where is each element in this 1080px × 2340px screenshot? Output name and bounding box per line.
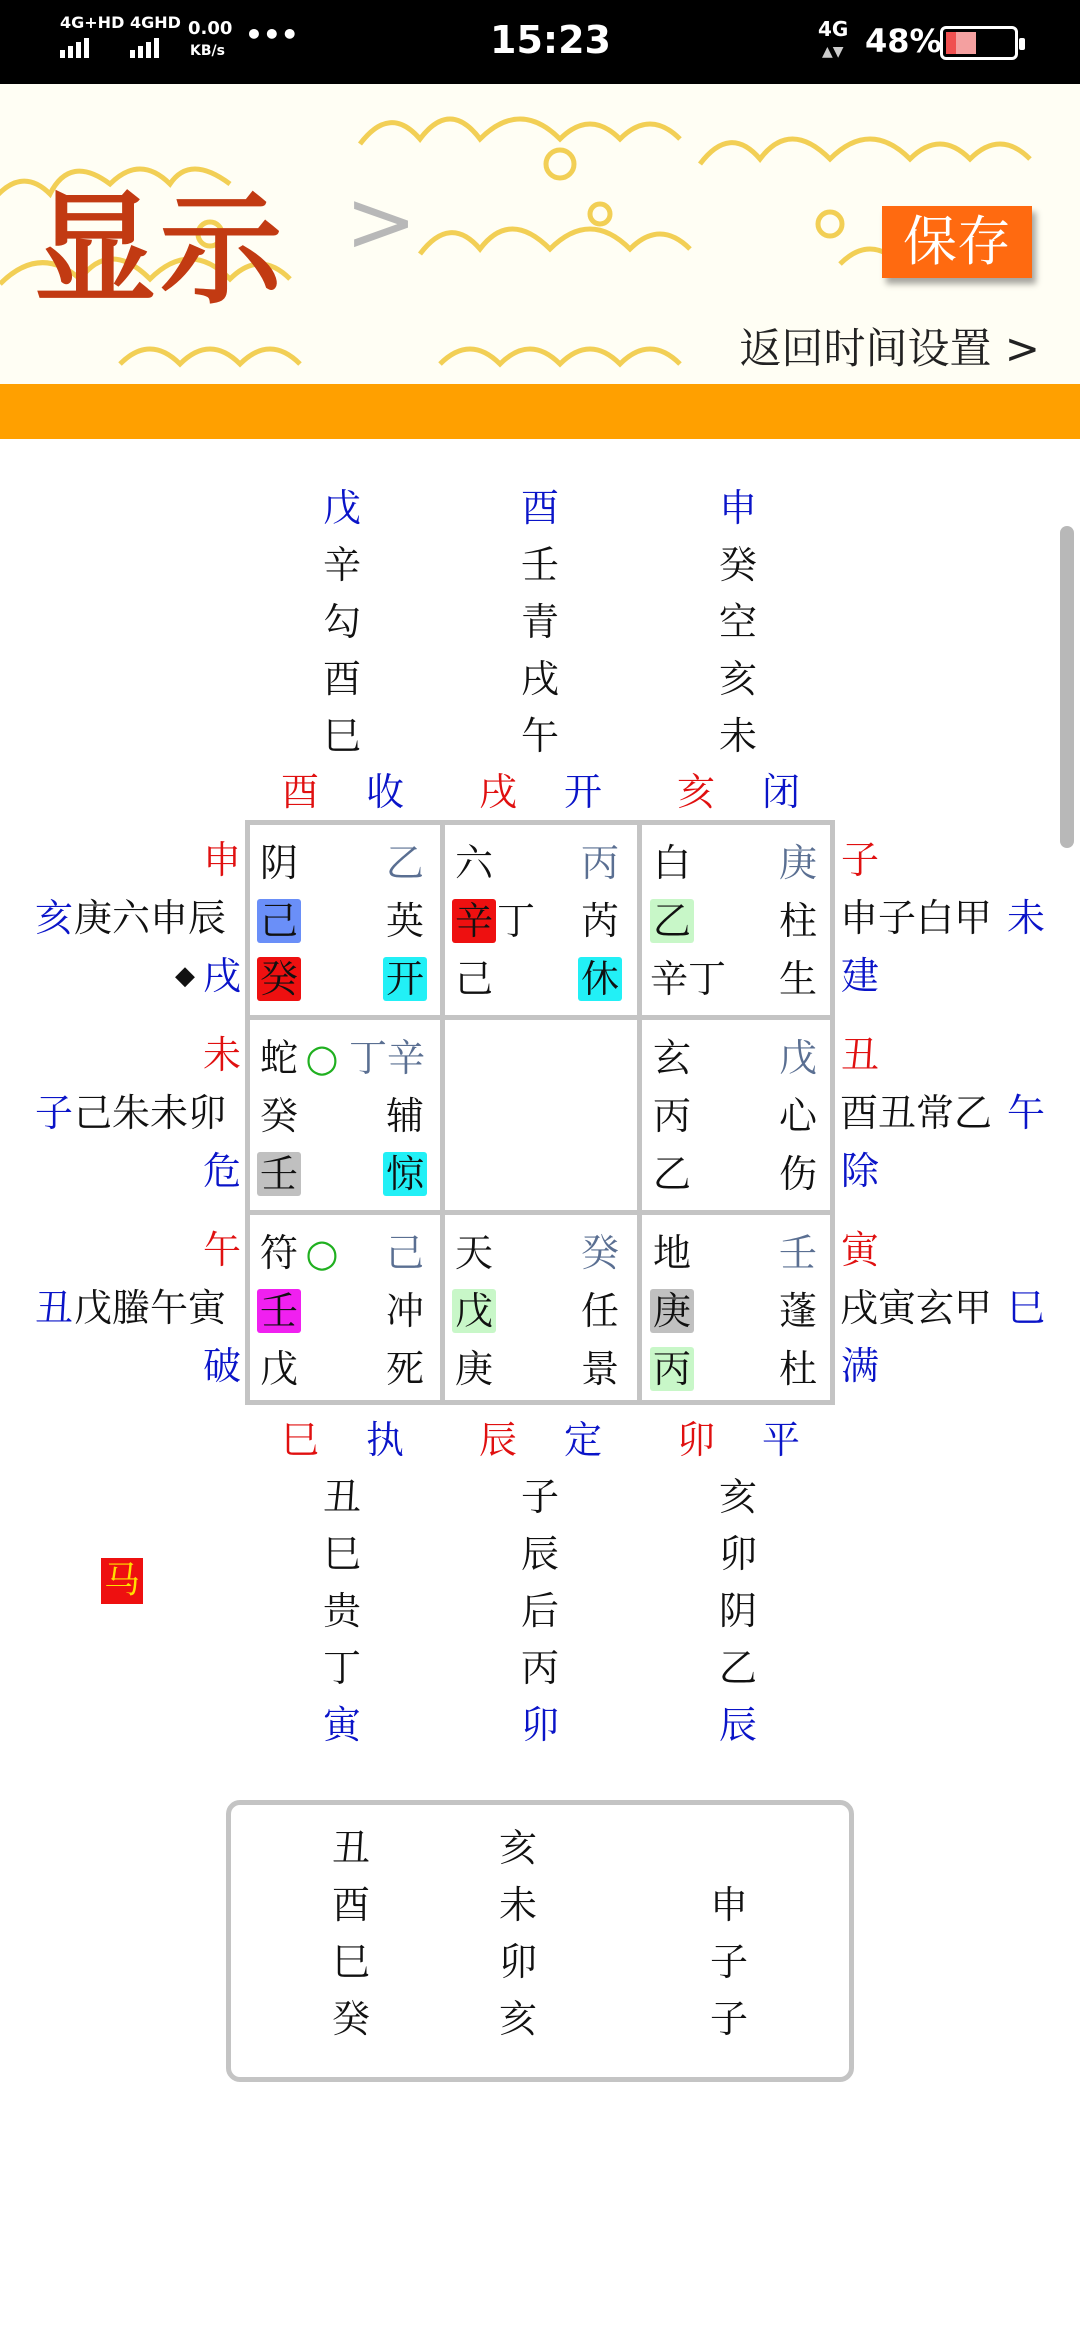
header-banner xyxy=(0,84,1080,384)
bottom-col1-item: 巳 xyxy=(322,1532,361,1576)
cell-r1c2-earth2: 丁 xyxy=(496,899,535,943)
cell-r1c2-stem: 丙 xyxy=(580,841,619,885)
cell-r3c1-deity: 符 xyxy=(259,1231,298,1275)
cell-r3c1-star: 冲 xyxy=(385,1289,424,1333)
status-bar xyxy=(0,0,1080,84)
top-col1-item: 巳 xyxy=(322,714,361,758)
right-info-2: 酉丑常乙 xyxy=(840,1091,993,1135)
cell-r3c3-door: 杜 xyxy=(778,1347,817,1391)
cell-r3c3-stem: 壬 xyxy=(778,1231,817,1275)
left-branch-3: 午 xyxy=(202,1228,241,1272)
bottom-branch-label: 辰 xyxy=(478,1418,517,1462)
right-suffix-1: 未 xyxy=(1006,896,1045,940)
bottom-col1-item: 寅 xyxy=(322,1703,361,1747)
bottom-branch-label: 巳 xyxy=(280,1418,319,1462)
network-type: 4G xyxy=(818,17,849,41)
top-col2-item: 午 xyxy=(520,714,559,758)
left-officer-2: 危 xyxy=(202,1149,241,1193)
chevron-right-icon[interactable]: > xyxy=(345,172,418,272)
right-officer-3: 满 xyxy=(840,1344,879,1388)
bottom-col3-item: 辰 xyxy=(718,1703,757,1747)
box-col3-item: 申 xyxy=(709,1883,748,1927)
cell-r1c3-hidden: 辛丁 xyxy=(650,957,727,1001)
bottom-officer-label: 定 xyxy=(563,1418,602,1462)
right-info-3: 戌寅玄甲 xyxy=(840,1286,993,1330)
top-col1-item: 酉 xyxy=(322,657,361,701)
cell-r1c1-deity: 阴 xyxy=(259,841,298,885)
battery-percent: 48% xyxy=(865,22,942,60)
cell-r3c1-circle-icon: ○ xyxy=(305,1231,339,1275)
net-speed-unit: KB/s xyxy=(190,43,225,59)
box-col2-item: 未 xyxy=(498,1883,537,1927)
top-col2-item: 青 xyxy=(520,600,559,644)
bottom-branch-label: 卯 xyxy=(676,1418,715,1462)
cell-r2c3-earth: 丙 xyxy=(652,1094,691,1138)
left-prefix-3: 丑 xyxy=(34,1286,73,1330)
cell-r2c3-stem: 戊 xyxy=(778,1036,817,1080)
top-col2-item: 戌 xyxy=(520,657,559,701)
bottom-col2-item: 卯 xyxy=(520,1703,559,1747)
data-arrows-icon: ▲▼ xyxy=(822,44,844,60)
page-title: 显示 xyxy=(34,179,286,321)
box-col2-item: 亥 xyxy=(498,1826,537,1870)
clock: 15:23 xyxy=(490,18,611,62)
right-suffix-2: 午 xyxy=(1006,1091,1045,1135)
palace-grid xyxy=(245,820,835,1405)
cell-r3c1-earth: 壬 xyxy=(257,1289,301,1333)
cell-r2c3-star: 心 xyxy=(778,1094,817,1138)
left-branch-1: 申 xyxy=(202,838,241,882)
left-officer-1: 戌 xyxy=(202,954,241,998)
cell-r3c3-star: 蓬 xyxy=(778,1289,817,1333)
cell-r1c2-deity: 六 xyxy=(454,841,493,885)
top-officer-label: 闭 xyxy=(761,770,800,814)
top-officer-label: 收 xyxy=(365,770,404,814)
cell-r1c3-star: 柱 xyxy=(778,899,817,943)
bottom-col2-item: 后 xyxy=(520,1589,559,1633)
bottom-col3-item: 乙 xyxy=(718,1646,757,1690)
bottom-col1-item: 丁 xyxy=(322,1646,361,1690)
box-col3-item: 子 xyxy=(709,1997,748,2041)
top-officer-label: 开 xyxy=(563,770,602,814)
box-col3-item: 子 xyxy=(709,1940,748,1984)
box-col2-item: 亥 xyxy=(498,1997,537,2041)
back-to-time-settings-link[interactable]: 返回时间设置 > xyxy=(739,324,1040,373)
cell-r3c2-earth: 戊 xyxy=(452,1289,496,1333)
cell-r1c3-door: 生 xyxy=(778,957,817,1001)
left-branch-2: 未 xyxy=(202,1033,241,1077)
more-icon: ••• xyxy=(245,18,299,51)
scrollbar[interactable] xyxy=(1060,526,1074,848)
bottom-col1-item: 贵 xyxy=(322,1589,361,1633)
cell-r1c1-earth: 己 xyxy=(257,899,301,943)
signal-label-2: 4GHD xyxy=(130,13,181,32)
signal-bars-2-icon xyxy=(130,36,159,58)
bottom-col3-item: 阴 xyxy=(718,1589,757,1633)
top-col1-item: 辛 xyxy=(322,543,361,587)
signal-bars-1-icon xyxy=(60,36,89,58)
summary-box xyxy=(226,1800,854,2082)
bottom-col2-item: 辰 xyxy=(520,1532,559,1576)
cell-r2c3-deity: 玄 xyxy=(652,1036,691,1080)
save-button[interactable]: 保存 xyxy=(882,206,1032,278)
cell-r1c2-door: 休 xyxy=(578,957,622,1001)
bottom-col2-item: 子 xyxy=(520,1475,559,1519)
cell-r3c3-deity: 地 xyxy=(652,1231,691,1275)
top-col2-item: 酉 xyxy=(520,486,559,530)
top-col2-item: 壬 xyxy=(520,543,559,587)
left-info-1: 庚六申辰 xyxy=(74,896,227,940)
left-prefix-2: 子 xyxy=(34,1091,73,1135)
bottom-col2-item: 丙 xyxy=(520,1646,559,1690)
net-speed: 0.00 xyxy=(188,18,233,39)
cell-r1c2-earth: 辛 xyxy=(452,899,496,943)
cell-r1c3-earth: 乙 xyxy=(650,899,694,943)
top-branch-label: 戌 xyxy=(478,770,517,814)
orange-divider xyxy=(0,384,1080,439)
cell-r2c1-door: 惊 xyxy=(383,1152,427,1196)
top-col1-item: 戊 xyxy=(322,486,361,530)
cell-r2c1-deity: 蛇 xyxy=(259,1036,298,1080)
top-col1-item: 勾 xyxy=(322,600,361,644)
top-col3-item: 癸 xyxy=(718,543,757,587)
cell-r2c1-stem: 丁辛 xyxy=(348,1036,425,1080)
left-officer-3: 破 xyxy=(202,1344,241,1388)
cell-r1c1-door: 开 xyxy=(383,957,427,1001)
right-branch-1: 子 xyxy=(840,838,879,882)
top-col3-item: 亥 xyxy=(718,657,757,701)
cell-r3c1-hidden: 戊 xyxy=(259,1347,298,1391)
right-branch-3: 寅 xyxy=(840,1228,879,1272)
cell-r2c1-star: 辅 xyxy=(385,1094,424,1138)
cell-r2c1-hidden: 壬 xyxy=(257,1152,301,1196)
box-col1-item: 癸 xyxy=(331,1997,370,2041)
top-col3-item: 空 xyxy=(718,600,757,644)
battery-icon xyxy=(940,26,1018,60)
cell-r3c3-hidden: 丙 xyxy=(650,1347,694,1391)
top-branch-label: 亥 xyxy=(676,770,715,814)
signal-label-1: 4G+HD xyxy=(60,13,125,32)
top-col3-item: 未 xyxy=(718,714,757,758)
top-branch-label: 酉 xyxy=(280,770,319,814)
cell-r3c2-hidden: 庚 xyxy=(454,1347,493,1391)
diamond-marker-icon: ◆ xyxy=(175,961,195,991)
box-col1-item: 酉 xyxy=(331,1883,370,1927)
cell-r1c2-hidden: 己 xyxy=(454,957,493,1001)
bottom-col3-item: 卯 xyxy=(718,1532,757,1576)
left-prefix-1: 亥 xyxy=(34,896,73,940)
cell-r3c2-stem: 癸 xyxy=(580,1231,619,1275)
cell-r2c1-circle-icon: ○ xyxy=(305,1036,339,1080)
left-info-3: 戊螣午寅 xyxy=(74,1286,227,1330)
cell-r1c3-deity: 白 xyxy=(652,841,691,885)
cell-r3c3-earth: 庚 xyxy=(650,1289,694,1333)
bottom-officer-label: 平 xyxy=(761,1418,800,1462)
bottom-col1-item: 丑 xyxy=(322,1475,361,1519)
cell-r2c1-earth: 癸 xyxy=(259,1094,298,1138)
right-officer-1: 建 xyxy=(840,954,879,998)
cell-r1c3-stem: 庚 xyxy=(778,841,817,885)
cell-r3c2-star: 任 xyxy=(580,1289,619,1333)
box-col2-item: 卯 xyxy=(498,1940,537,1984)
box-col1-item: 巳 xyxy=(331,1940,370,1984)
cell-r3c1-stem: 己 xyxy=(385,1231,424,1275)
bottom-col3-item: 亥 xyxy=(718,1475,757,1519)
cell-r1c1-star: 英 xyxy=(385,899,424,943)
cell-r1c1-hidden: 癸 xyxy=(257,957,301,1001)
cell-r1c1-stem: 乙 xyxy=(385,841,424,885)
box-col1-item: 丑 xyxy=(331,1826,370,1870)
right-officer-2: 除 xyxy=(840,1149,879,1193)
cell-r3c2-door: 景 xyxy=(580,1347,619,1391)
bottom-officer-label: 执 xyxy=(365,1418,404,1462)
cell-r2c3-door: 伤 xyxy=(778,1152,817,1196)
left-info-2: 己朱未卯 xyxy=(74,1091,227,1135)
cell-r2c3-hidden: 乙 xyxy=(652,1152,691,1196)
right-suffix-3: 巳 xyxy=(1006,1286,1045,1330)
cell-r1c2-star: 芮 xyxy=(580,899,619,943)
top-col3-item: 申 xyxy=(718,486,757,530)
right-info-1: 申子白甲 xyxy=(840,896,993,940)
horse-star-badge: 马 xyxy=(101,1558,143,1604)
cell-r3c1-door: 死 xyxy=(385,1347,424,1391)
right-branch-2: 丑 xyxy=(840,1033,879,1077)
cell-r3c2-deity: 天 xyxy=(454,1231,493,1275)
